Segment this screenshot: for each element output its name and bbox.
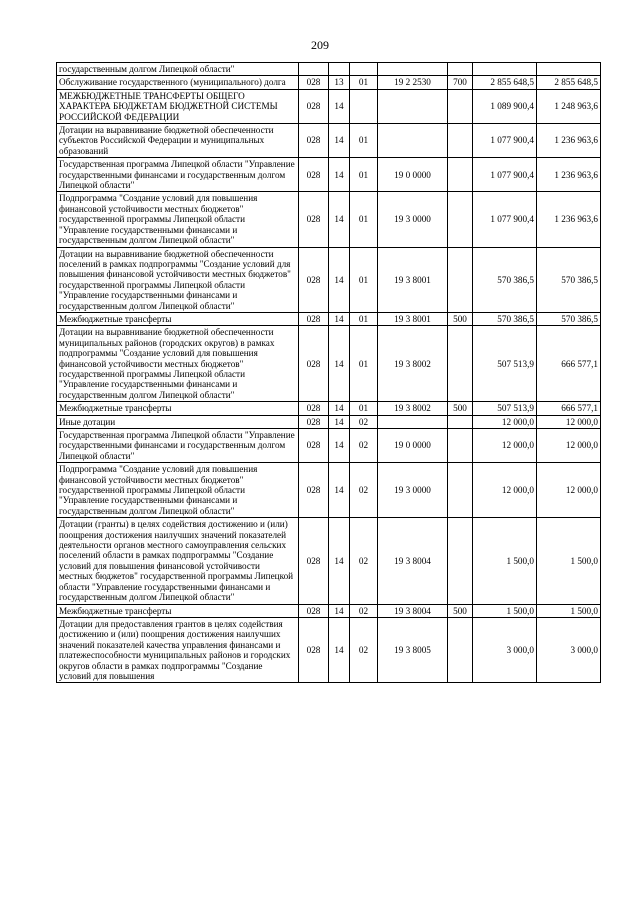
cell-expense-type: [448, 617, 473, 682]
cell-ministry: [299, 63, 329, 76]
cell-target-article: 19 3 8002: [378, 326, 448, 402]
cell-year-2: 12 000,0: [537, 415, 601, 428]
table-row: [57, 192, 601, 247]
cell-expense-type: [448, 158, 473, 192]
cell-expense-type: 500: [448, 402, 473, 415]
table-row: [57, 124, 601, 158]
cell-subsection: 02: [350, 518, 378, 604]
cell-name: Иные дотации: [57, 415, 299, 428]
cell-subsection: 01: [350, 247, 378, 312]
cell-target-article: [378, 63, 448, 76]
cell-target-article: [378, 89, 448, 123]
cell-ministry: 028: [299, 89, 329, 123]
cell-target-article: 19 2 2530: [378, 76, 448, 89]
cell-subsection: 01: [350, 312, 378, 325]
cell-ministry: 028: [299, 463, 329, 518]
cell-ministry: 028: [299, 124, 329, 158]
cell-section: 14: [329, 518, 350, 604]
cell-year-1: [473, 63, 537, 76]
cell-name: МЕЖБЮДЖЕТНЫЕ ТРАНСФЕРТЫ ОБЩЕГО ХАРАКТЕРА БЮДЖЕТАМ БЮДЖЕТНОЙ СИСТЕМЫ РОССИЙСКОЙ ФЕДЕРАЦИИ: [57, 89, 299, 123]
cell-target-article: 19 3 0000: [378, 463, 448, 518]
cell-expense-type: 500: [448, 604, 473, 617]
cell-section: 14: [329, 415, 350, 428]
cell-expense-type: [448, 463, 473, 518]
cell-target-article: 19 3 8004: [378, 518, 448, 604]
cell-target-article: 19 3 8002: [378, 402, 448, 415]
cell-target-article: 19 3 8004: [378, 604, 448, 617]
cell-name: Дотации на выравнивание бюджетной обеспеченности поселений в рамках подпрограммы "Создание условий для повышения финансовой устойчивости местных бюджетов" государственной программы Липецкой области "Управление государственными финансами и государственным долгом Липецкой области": [57, 247, 299, 312]
cell-expense-type: [448, 63, 473, 76]
cell-ministry: 028: [299, 326, 329, 402]
cell-year-2: 1 236 963,6: [537, 158, 601, 192]
cell-name: Дотации (гранты) в целях содействия достижению и (или) поощрения достижения наилучших значений показателей деятельности органов местного самоуправления сельских поселений области в рамках подпрограммы "Создание условий для повышения финансовой устойчивости местных бюджетов" государственной программы Липецкой области "Управление государственными финансами и государственным долгом Липецкой области": [57, 518, 299, 604]
table-row: [57, 76, 601, 89]
cell-year-2: 666 577,1: [537, 402, 601, 415]
cell-year-2: 2 855 648,5: [537, 76, 601, 89]
cell-section: 14: [329, 124, 350, 158]
cell-target-article: 19 3 8001: [378, 247, 448, 312]
cell-subsection: 01: [350, 158, 378, 192]
cell-subsection: 02: [350, 617, 378, 682]
cell-expense-type: [448, 326, 473, 402]
table-row: [57, 89, 601, 123]
cell-name: Дотации на выравнивание бюджетной обеспеченности субъектов Российской Федерации и муниципальных образований: [57, 124, 299, 158]
cell-section: 14: [329, 402, 350, 415]
table-row: [57, 518, 601, 604]
cell-year-1: 1 089 900,4: [473, 89, 537, 123]
cell-name: Подпрограмма "Создание условий для повышения финансовой устойчивости местных бюджетов" государственной программы Липецкой области "Управление государственными финансами и государственным долгом Липецкой области": [57, 463, 299, 518]
cell-ministry: 028: [299, 604, 329, 617]
table-row: [57, 312, 601, 325]
cell-expense-type: [448, 124, 473, 158]
cell-target-article: 19 0 0000: [378, 429, 448, 463]
cell-section: 14: [329, 89, 350, 123]
table-row: [57, 402, 601, 415]
cell-section: 14: [329, 312, 350, 325]
cell-section: 14: [329, 463, 350, 518]
cell-year-1: 1 500,0: [473, 604, 537, 617]
cell-name: государственным долгом Липецкой области": [57, 63, 299, 76]
cell-year-2: 3 000,0: [537, 617, 601, 682]
cell-subsection: 02: [350, 415, 378, 428]
cell-year-1: 12 000,0: [473, 429, 537, 463]
cell-year-2: 1 500,0: [537, 518, 601, 604]
cell-section: 13: [329, 76, 350, 89]
cell-subsection: 01: [350, 76, 378, 89]
cell-year-2: 1 248 963,6: [537, 89, 601, 123]
table-row: [57, 63, 601, 76]
cell-year-2: [537, 63, 601, 76]
cell-section: 14: [329, 247, 350, 312]
cell-ministry: 028: [299, 415, 329, 428]
cell-section: 14: [329, 158, 350, 192]
cell-section: 14: [329, 429, 350, 463]
cell-ministry: 028: [299, 617, 329, 682]
table-row: [57, 604, 601, 617]
table-body: [57, 63, 601, 683]
cell-name: Обслуживание государственного (муниципального) долга: [57, 76, 299, 89]
cell-subsection: [350, 89, 378, 123]
cell-name: Дотации на выравнивание бюджетной обеспеченности муниципальных районов (городских округов) в рамках подпрограммы "Создание условий для повышения финансовой устойчивости местных бюджетов" государственной программы Липецкой области "Управление государственными финансами и государственным долгом Липецкой области": [57, 326, 299, 402]
cell-year-1: 2 855 648,5: [473, 76, 537, 89]
cell-ministry: 028: [299, 429, 329, 463]
cell-year-1: 1 500,0: [473, 518, 537, 604]
cell-ministry: 028: [299, 312, 329, 325]
cell-year-2: 570 386,5: [537, 312, 601, 325]
cell-ministry: 028: [299, 76, 329, 89]
cell-name: Государственная программа Липецкой области "Управление государственными финансами и государственным долгом Липецкой области": [57, 429, 299, 463]
cell-section: [329, 63, 350, 76]
cell-year-2: 666 577,1: [537, 326, 601, 402]
cell-expense-type: [448, 192, 473, 247]
cell-subsection: 01: [350, 192, 378, 247]
cell-name: Дотации для предоставления грантов в целях содействия достижению и (или) поощрения достижения наилучших значений показателей качества управления финансами и платежеспособности муниципальных районов и городских округов области в рамках подпрограммы "Создание условий для повышения: [57, 617, 299, 682]
table-row: [57, 247, 601, 312]
cell-target-article: [378, 124, 448, 158]
cell-year-1: 1 077 900,4: [473, 124, 537, 158]
cell-expense-type: [448, 247, 473, 312]
cell-year-2: 570 386,5: [537, 247, 601, 312]
cell-year-2: 12 000,0: [537, 463, 601, 518]
cell-year-1: 1 077 900,4: [473, 158, 537, 192]
cell-subsection: 01: [350, 124, 378, 158]
cell-year-2: 1 236 963,6: [537, 124, 601, 158]
cell-year-1: 507 513,9: [473, 326, 537, 402]
cell-year-1: 507 513,9: [473, 402, 537, 415]
cell-subsection: 02: [350, 429, 378, 463]
cell-target-article: 19 3 0000: [378, 192, 448, 247]
cell-subsection: 01: [350, 402, 378, 415]
cell-section: 14: [329, 326, 350, 402]
table-row: [57, 326, 601, 402]
table-row: [57, 463, 601, 518]
cell-target-article: 19 0 0000: [378, 158, 448, 192]
cell-expense-type: 700: [448, 76, 473, 89]
cell-subsection: 02: [350, 463, 378, 518]
cell-year-2: 1 236 963,6: [537, 192, 601, 247]
cell-year-1: 570 386,5: [473, 247, 537, 312]
cell-subsection: 01: [350, 326, 378, 402]
cell-year-2: 12 000,0: [537, 429, 601, 463]
cell-ministry: 028: [299, 402, 329, 415]
budget-table: [56, 62, 601, 683]
cell-target-article: 19 3 8005: [378, 617, 448, 682]
cell-year-1: 12 000,0: [473, 415, 537, 428]
cell-ministry: 028: [299, 247, 329, 312]
cell-ministry: 028: [299, 518, 329, 604]
cell-expense-type: 500: [448, 312, 473, 325]
cell-year-2: 1 500,0: [537, 604, 601, 617]
cell-ministry: 028: [299, 158, 329, 192]
table-row: [57, 158, 601, 192]
cell-ministry: 028: [299, 192, 329, 247]
cell-name: Межбюджетные трансферты: [57, 604, 299, 617]
page-number: 209: [311, 38, 329, 52]
cell-year-1: 12 000,0: [473, 463, 537, 518]
cell-section: 14: [329, 604, 350, 617]
cell-target-article: 19 3 8001: [378, 312, 448, 325]
table-row: [57, 415, 601, 428]
cell-expense-type: [448, 518, 473, 604]
cell-section: 14: [329, 192, 350, 247]
cell-subsection: 02: [350, 604, 378, 617]
cell-expense-type: [448, 89, 473, 123]
table-row: [57, 429, 601, 463]
cell-year-1: 1 077 900,4: [473, 192, 537, 247]
cell-expense-type: [448, 415, 473, 428]
cell-year-1: 570 386,5: [473, 312, 537, 325]
cell-name: Подпрограмма "Создание условий для повышения финансовой устойчивости местных бюджетов" государственной программы Липецкой области "Управление государственными финансами и государственным долгом Липецкой области": [57, 192, 299, 247]
cell-target-article: [378, 415, 448, 428]
cell-name: Государственная программа Липецкой области "Управление государственными финансами и государственным долгом Липецкой области": [57, 158, 299, 192]
cell-name: Межбюджетные трансферты: [57, 402, 299, 415]
table-row: [57, 617, 601, 682]
cell-subsection: [350, 63, 378, 76]
cell-year-1: 3 000,0: [473, 617, 537, 682]
cell-section: 14: [329, 617, 350, 682]
cell-name: Межбюджетные трансферты: [57, 312, 299, 325]
cell-expense-type: [448, 429, 473, 463]
